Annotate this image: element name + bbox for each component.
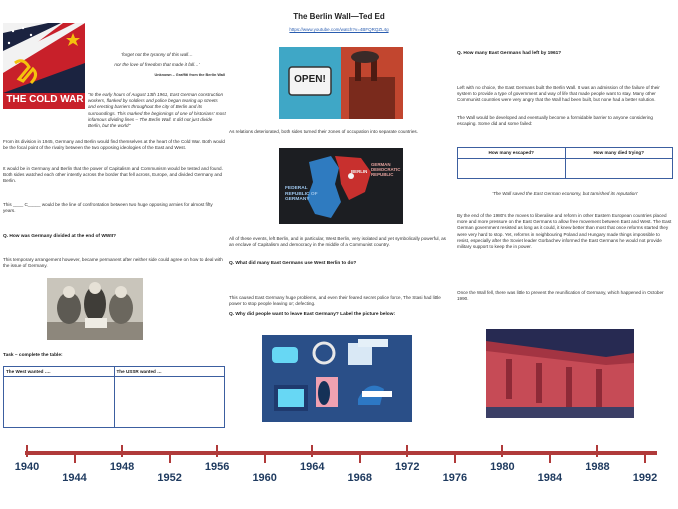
- question-east-germans-left: Q. How many East Germans had left by 1961?: [457, 51, 562, 56]
- table-cell-escaped[interactable]: [458, 159, 566, 179]
- timeline-year: 1944: [62, 472, 87, 484]
- timeline-tick: [121, 445, 123, 457]
- timeline-year: 1968: [347, 472, 372, 484]
- timeline-tick: [359, 451, 361, 463]
- question-west-berlin: Q. What did many East Germans use West Berlin to do?: [229, 261, 357, 266]
- timeline-tick: [311, 445, 313, 457]
- col2-paragraph-2: All of these events, left Berlin, and in particular, West Berlin, very isolated and yet symbolically powerful, as an enclave of Capitalism and democracy in the middle of a Communist country.: [229, 236, 446, 248]
- timeline-year: 1952: [157, 472, 182, 484]
- berlin-wall-art: [486, 329, 634, 418]
- timeline-tick: [169, 451, 171, 463]
- open-closed-image: [279, 47, 403, 119]
- timeline-year: 1960: [252, 472, 277, 484]
- table-header-ussr: The USSR wanted …: [114, 367, 225, 377]
- timeline-tick: [596, 445, 598, 457]
- timeline-tick: [406, 445, 408, 457]
- quote-line-1: 'forget not the tyranny of this wall…: [121, 52, 193, 57]
- page-title: The Berlin Wall—Ted Ed: [293, 12, 385, 21]
- timeline-year: 1972: [395, 461, 420, 473]
- task-label: Task – complete the table:: [3, 353, 63, 358]
- timeline-year: 1964: [299, 461, 325, 473]
- col1-paragraph-3: This ____ C_____ would be the line of confrontation between two huge opposing armies for almost fifty years.: [3, 202, 213, 214]
- table-header-west: The West wanted ….: [4, 367, 115, 377]
- col2-paragraph-3: This caused East Germany huge problems, and even their feared secret police force, The Stasi had little power to stop people leaving or; defecting.: [229, 295, 441, 307]
- map-label-berlin: BERLIN: [351, 169, 368, 174]
- quote-source: Unknown – Graffiti from the Berlin Wall: [154, 73, 225, 77]
- timeline-year: 1940: [14, 461, 40, 473]
- cold-war-poster: [3, 23, 85, 109]
- quote-line-2: nor the love of freedom that made it fall…': [114, 62, 200, 67]
- timeline-bar: [25, 451, 657, 455]
- col2-paragraph-1: As relations deteriorated, both sides turned their zones of occupation into separate countries.: [229, 129, 418, 134]
- question-leave-east-germany: Q. Why did people want to leave East Germany? Label the picture below:: [229, 312, 396, 317]
- col1-paragraph-1: From its division in 1945, Germany and Berlin would find themselves at the heart of the Cold War. Both would be the focal point of the rivalry between the two opposing ideologies of the East and West.: [3, 139, 225, 151]
- poster-title: THE COLD WAR: [6, 94, 84, 105]
- timeline-tick: [454, 451, 456, 463]
- table-header-died: How many died trying?: [565, 148, 673, 159]
- col1-paragraph-4: This temporary arrangement however, became permanent after neither side could agree on how to deal with the issue of Germany.: [3, 257, 223, 269]
- open-sign: OPEN!: [294, 74, 326, 85]
- west-ussr-table: [3, 366, 225, 428]
- economy-quote: 'The Wall saved the East German economy, but tarnished its reputation': [492, 191, 638, 196]
- table-cell-west[interactable]: [4, 377, 115, 428]
- map-label-east: GERMAN DEMOCRATIC REPUBLIC: [371, 162, 401, 178]
- timeline-year: 1992: [632, 472, 658, 484]
- col3-paragraph-1: Left with no choice, the East Germans built the Berlin Wall. It was an admission of the failure of their system to provide a type of government and way of life that made people want to stay. Many other Communist countries were very angry that the Wall had been built, but none had a better solution.: [457, 85, 660, 103]
- timeline-year: 1956: [204, 461, 230, 473]
- timeline-year: 1976: [442, 472, 468, 484]
- timeline-year: 1948: [109, 461, 135, 473]
- col3-paragraph-3: By the end of the 1980's the moves to liberalise and reform in other Eastern European countries placed more and more pressure on the East Germans to allow free movement between East and West. The East German government resisted as long as it could, it knew better than most that once reforms started they were very hard to stop. Yet, reforms in neighbouring Poland and Hungary made things impossible to resist, especially after the Soviet leader Gorbachev informed the East Germans he would not provide military support to keep the in power.: [457, 213, 672, 250]
- germany-map: [279, 148, 403, 224]
- timeline-tick: [501, 445, 503, 457]
- map-label-west: FEDERAL REPUBLIC OF GERMANY: [285, 186, 318, 202]
- timeline-tick: [644, 451, 646, 463]
- table-cell-died[interactable]: [565, 159, 673, 179]
- video-link[interactable]: https://www.youtube.com/watch?v=4BFQRQZL4g: [289, 27, 389, 32]
- question-germany-divided: Q. How was Germany divided at the end of WWII?: [3, 234, 117, 239]
- table-cell-ussr[interactable]: [114, 377, 225, 428]
- timeline-tick: [216, 445, 218, 457]
- col3-paragraph-4: Once the Wall fell, there was little to prevent the reunification of Germany, which happened in October 1990.: [457, 290, 664, 302]
- timeline-tick: [264, 451, 266, 463]
- cartoon-image: [47, 278, 143, 340]
- timeline-tick: [26, 445, 28, 457]
- escape-table: [457, 147, 673, 179]
- timeline-tick: [74, 451, 76, 463]
- reasons-to-leave-image[interactable]: [262, 335, 412, 422]
- reasons-art: [262, 335, 412, 422]
- timeline-year: 1980: [490, 461, 515, 473]
- intro-paragraph: "In the early hours of August 13th 1961, East German construction workers, flanked by soldiers and police began tearing up streets and erecting barriers throughout the city of Berlin and its surroundings. This marked the beginnings of one of historians' most infamous dividing lines – The Berlin Wall. It did not just divide Berlin, but the world": [88, 92, 226, 129]
- timeline-year: 1988: [585, 461, 610, 473]
- col3-paragraph-2: The Wall would be developed and eventually become a formidable barrier to anyone considering escaping. Some did and some failed:: [457, 115, 653, 127]
- col1-paragraph-2: It would be in Germany and Berlin that the power of Capitalism and Communism would be tested and found. Both sides watched each other intently across the border that fell across, Europe, and divided Germany and Berlin.: [3, 166, 223, 184]
- timeline-year: 1984: [537, 472, 563, 484]
- table-header-escaped: How many escaped?: [458, 148, 566, 159]
- berlin-wall-image: [486, 329, 634, 418]
- timeline-tick: [549, 451, 551, 463]
- cartoon-art: [47, 278, 143, 340]
